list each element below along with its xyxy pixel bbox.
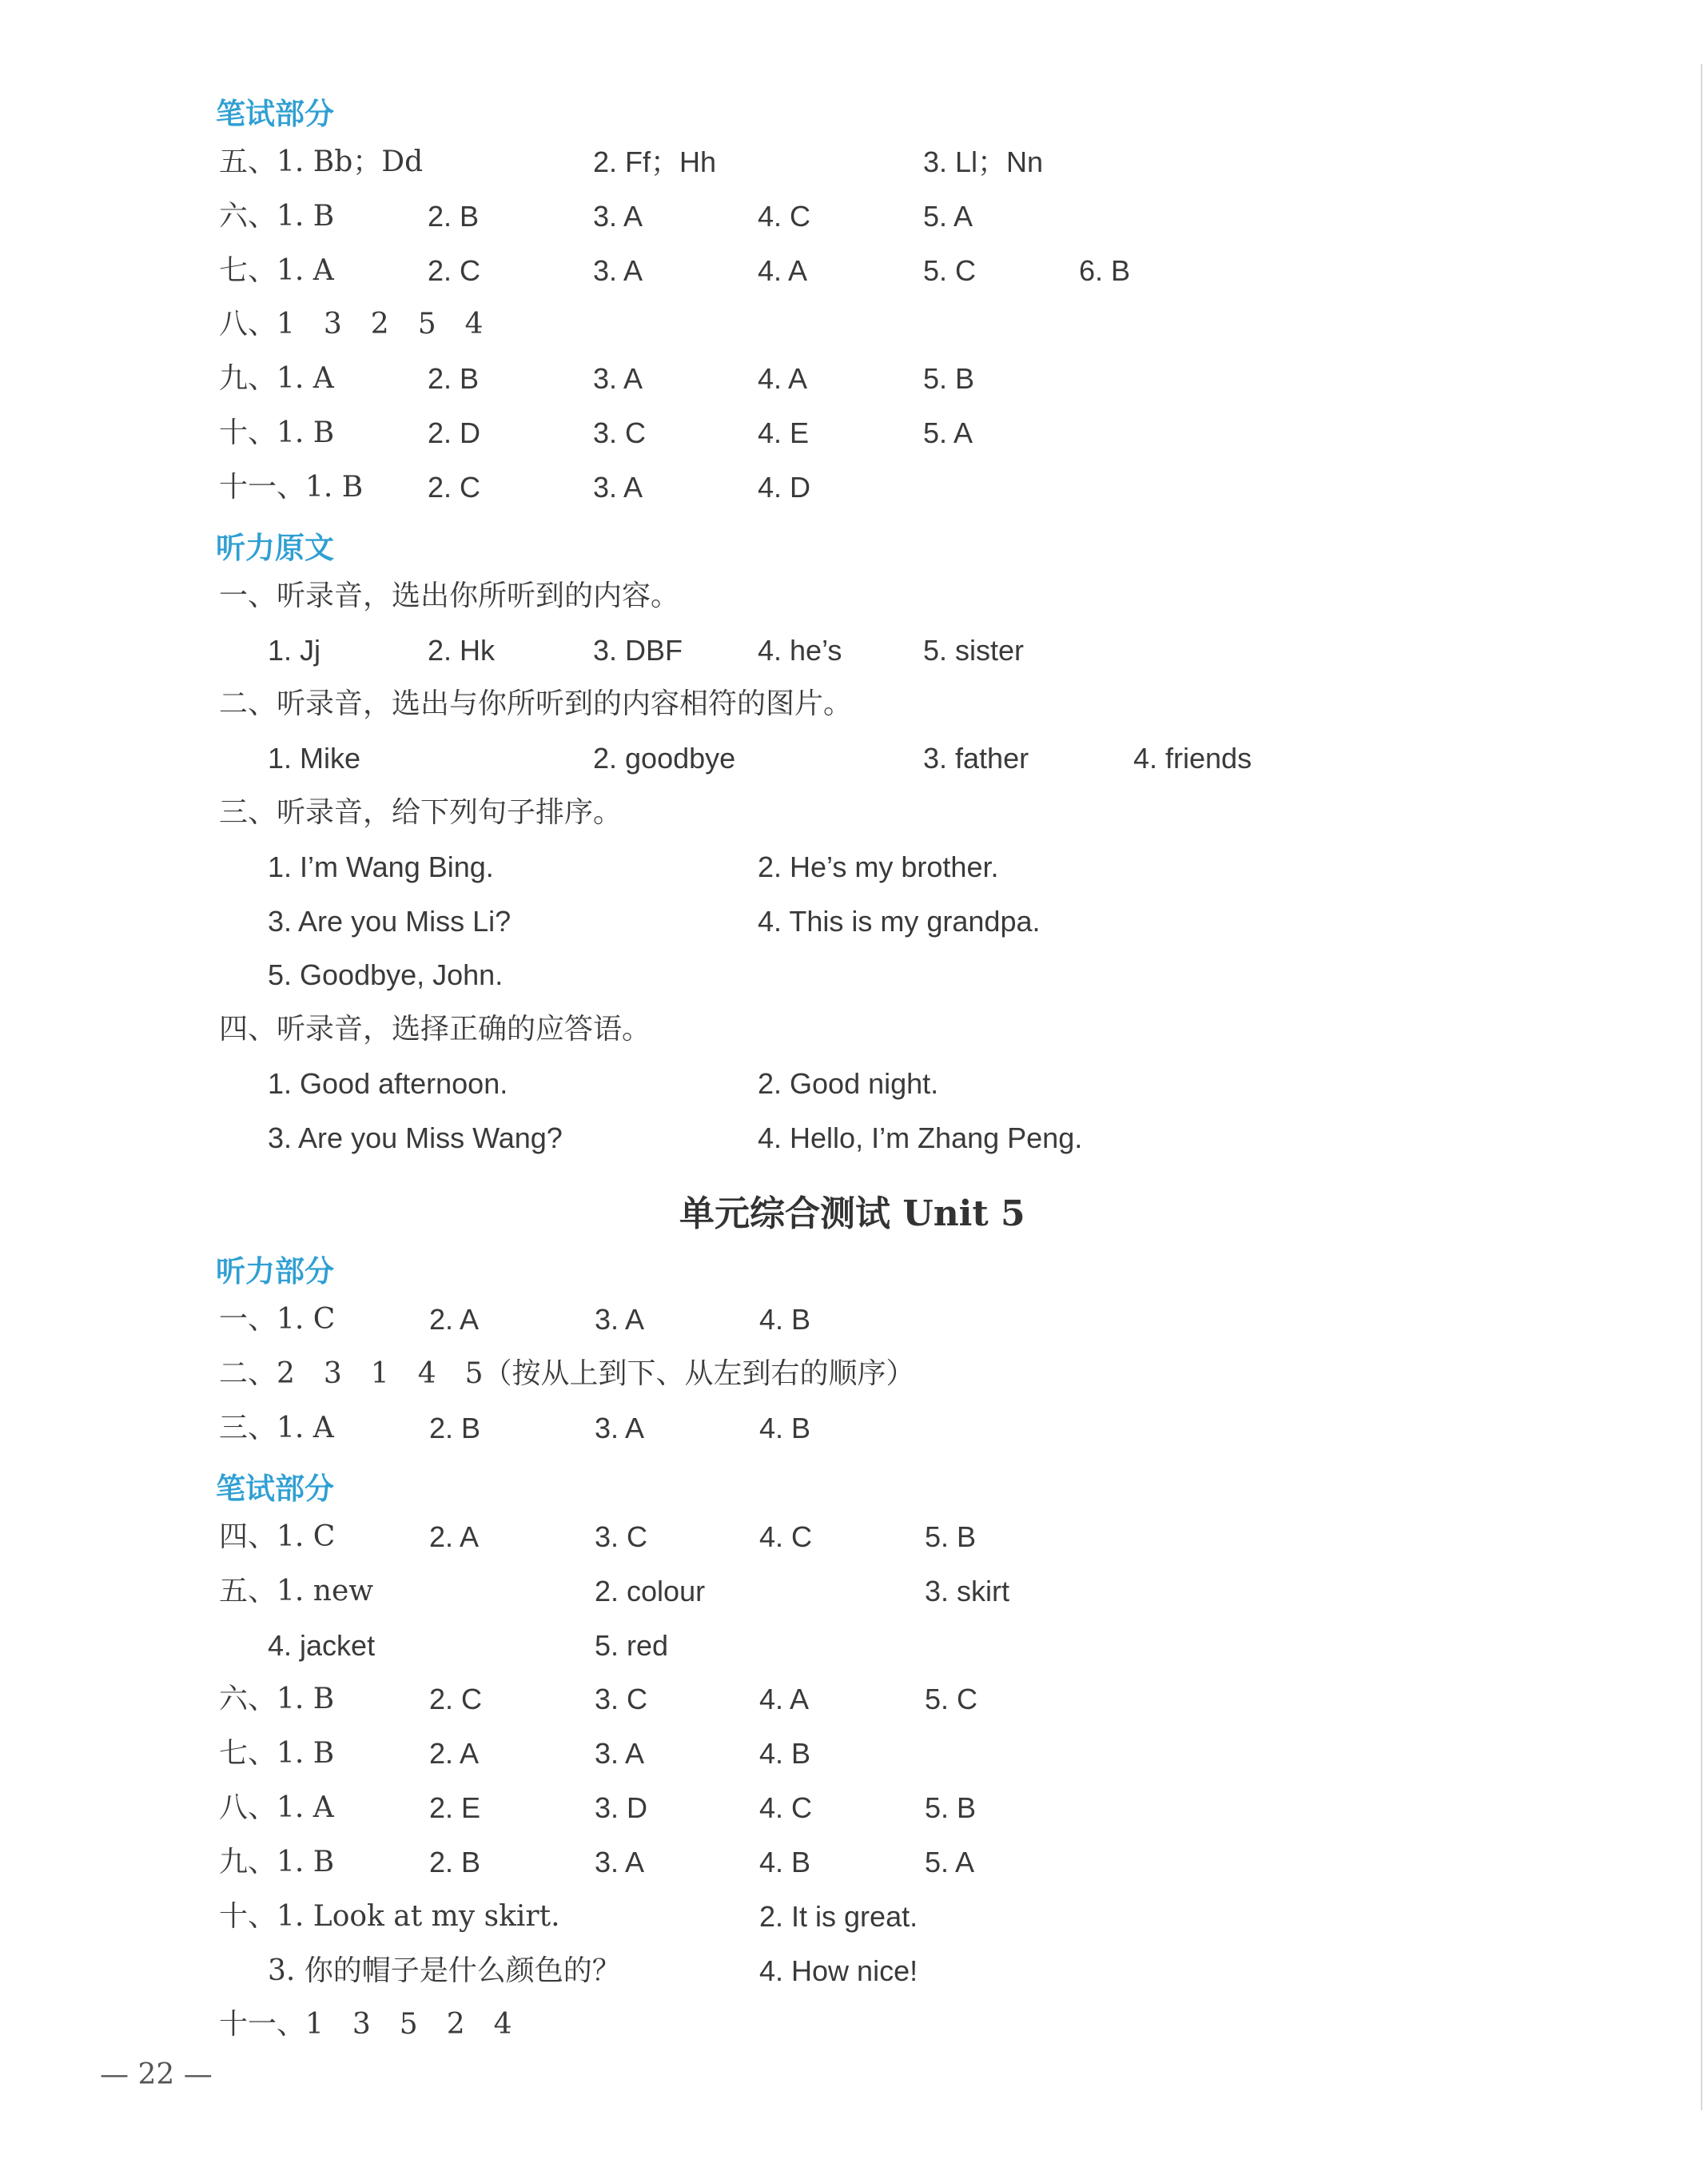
answer-cell: 2. Good night. (758, 1067, 939, 1100)
answer-row (0, 847, 1708, 887)
answer-cell: 1. Mike (268, 742, 361, 775)
answer-row-10 (0, 413, 1708, 453)
section-heading-written: 笔试部分 (216, 97, 334, 131)
answer-cell: 九、1. B (219, 1846, 335, 1878)
answer-cell: 十一、1. B (219, 471, 364, 504)
answer-cell: 4. B (759, 1303, 811, 1336)
answer-cell: 2. It is great. (759, 1900, 918, 1933)
answer-cell: 4. How nice! (759, 1954, 918, 1987)
answer-row (0, 739, 1708, 779)
question-prompt (0, 684, 1708, 724)
answer-cell: 2. C (428, 254, 481, 287)
answer-cell: 4. E (758, 416, 810, 449)
answer-cell: 5. C (925, 1683, 978, 1715)
answer-cell: 3. C (595, 1683, 648, 1715)
question-text: 三、听录音，给下列句子排序。 (219, 796, 623, 829)
answer-cell: 4. A (759, 1683, 810, 1715)
answer-cell: 4. A (758, 362, 808, 395)
answer-cell: 2. A (429, 1520, 480, 1553)
answer-cell: 3. Ll；Nn (923, 145, 1044, 178)
answer-cell: 2. Hk (428, 634, 496, 667)
question-text: 二、听录音，选出与你所听到的内容相符的图片。 (219, 687, 853, 720)
answer-cell: 一、1. C (219, 1303, 336, 1336)
answer-cell: 3. A (593, 254, 643, 287)
answer-cell: 5. B (923, 362, 975, 395)
answer-cell: 2. A (429, 1737, 480, 1770)
answer-cell: 2. E (429, 1791, 481, 1824)
answer-cell: 3. C (593, 416, 647, 449)
answer-cell: 3. A (595, 1412, 645, 1444)
answer-cell: 十、1. B (219, 416, 335, 449)
section-heading-listening-text: 听力原文 (216, 531, 334, 565)
answer-row (0, 1354, 1708, 1394)
answer-row (0, 1118, 1708, 1158)
answer-row (0, 1408, 1708, 1448)
answer-row (0, 1842, 1708, 1882)
answer-cell: 1. Good afternoon. (268, 1067, 508, 1100)
answer-cell: 2. B (428, 200, 480, 233)
answer-cell: 5. A (925, 1846, 975, 1878)
answer-cell: 5. Goodbye, John. (268, 958, 504, 991)
question-text: 一、听录音，选出你所听到的内容。 (219, 580, 680, 612)
answer-cell: 十、1. Look at my skirt. (219, 1900, 560, 1933)
answer-row (0, 1951, 1708, 1991)
answer-cell: 2. C (429, 1683, 483, 1715)
answer-cell: 1. I’m Wang Bing. (268, 850, 494, 883)
answer-cell: 3. A (595, 1846, 645, 1878)
answer-row (0, 902, 1708, 942)
answer-cell: 4. C (759, 1520, 813, 1553)
answer-row (0, 1300, 1708, 1340)
answer-row (0, 1517, 1708, 1557)
answer-row-5 (0, 142, 1708, 182)
answer-cell: 4. jacket (268, 1629, 376, 1662)
answer-cell: 1. Jj (268, 634, 321, 667)
answer-row-7 (0, 251, 1708, 291)
answer-cell: 五、1. Bb；Dd (219, 145, 424, 178)
answer-row (0, 1897, 1708, 1937)
answer-cell: 八、1 3 2 5 4 (219, 308, 484, 341)
answer-cell: 3. C (595, 1520, 648, 1553)
answer-cell: 3. Are you Miss Li? (268, 905, 512, 938)
answer-cell: 4. C (759, 1791, 813, 1824)
answer-cell: 2. goodbye (593, 742, 736, 775)
answer-cell: 4. Hello, I’m Zhang Peng. (758, 1121, 1083, 1154)
answer-cell: 六、1. B (219, 1683, 335, 1715)
answer-cell: 5. B (925, 1520, 977, 1553)
answer-cell: 5. B (925, 1791, 977, 1824)
answer-cell: 六、1. B (219, 200, 335, 233)
answer-row-9 (0, 359, 1708, 399)
answer-cell: 三、1. A (219, 1412, 334, 1444)
answer-cell: 4. B (759, 1412, 811, 1444)
answer-cell: 4. B (759, 1846, 811, 1878)
answer-cell: 5. sister (923, 634, 1025, 667)
section-heading-listening: 听力部分 (216, 1254, 334, 1289)
answer-cell: 3. A (593, 200, 643, 233)
answer-cell: 3. Are you Miss Wang? (268, 1121, 563, 1154)
answer-cell: 3. D (595, 1791, 648, 1824)
answer-cell: 十一、1 3 5 2 4 (219, 2008, 512, 2041)
answer-cell: 2. A (429, 1303, 480, 1336)
answer-cell: 2. D (428, 416, 481, 449)
answer-cell: 3. A (595, 1737, 645, 1770)
answer-row (0, 1064, 1708, 1104)
page-number: — 22 — (100, 2058, 213, 2091)
question-prompt (0, 1010, 1708, 1050)
answer-cell: 5. red (595, 1629, 669, 1662)
unit-title: 单元综合测试 Unit 5 (679, 1193, 1025, 1234)
answer-cell: 五、1. new (219, 1575, 374, 1607)
answer-cell: 4. B (759, 1737, 811, 1770)
question-prompt (0, 576, 1708, 616)
question-prompt (0, 793, 1708, 833)
answer-cell: 七、1. B (219, 1737, 335, 1770)
answer-cell: 5. A (923, 200, 973, 233)
answer-cell: 2. B (429, 1846, 481, 1878)
answer-cell: 3. father (923, 742, 1029, 775)
answer-cell: 2. B (429, 1412, 481, 1444)
answer-row (0, 1788, 1708, 1828)
answer-cell: 4. friends (1133, 742, 1252, 775)
answer-row (0, 1679, 1708, 1719)
answer-cell: 九、1. A (219, 362, 334, 395)
answer-cell: 3. DBF (593, 634, 683, 667)
answer-row (0, 1571, 1708, 1611)
answer-row (0, 631, 1708, 671)
answer-row (0, 1626, 1708, 1666)
answer-cell: 2. Ff；Hh (593, 145, 717, 178)
answer-cell: 4. C (758, 200, 811, 233)
answer-cell: 5. A (923, 416, 973, 449)
answer-cell: 3. A (593, 362, 643, 395)
answer-cell: 6. B (1079, 254, 1131, 287)
answer-cell: 4. D (758, 471, 811, 504)
answer-row-6 (0, 197, 1708, 237)
question-text: 四、听录音，选择正确的应答语。 (219, 1013, 651, 1046)
answer-row-11 (0, 468, 1708, 508)
answer-cell: 4. This is my grandpa. (758, 905, 1041, 938)
answer-cell: 3. A (595, 1303, 645, 1336)
answer-cell: 5. C (923, 254, 977, 287)
answer-cell: 4. A (758, 254, 808, 287)
answer-cell: 四、1. C (219, 1520, 336, 1553)
answer-cell: 2. C (428, 471, 481, 504)
section-heading-written: 笔试部分 (216, 1472, 334, 1506)
answer-cell: 4. he’s (758, 634, 842, 667)
answer-cell: 2. B (428, 362, 480, 395)
answer-row-8 (0, 305, 1708, 345)
answer-cell: 二、2 3 1 4 5（按从上到下、从左到右的顺序） (219, 1357, 915, 1390)
answer-row (0, 2005, 1708, 2045)
answer-row (0, 1734, 1708, 1774)
answer-cell: 2. He’s my brother. (758, 850, 999, 883)
answer-cell: 八、1. A (219, 1791, 334, 1824)
answer-row (0, 955, 1708, 995)
answer-cell: 3. 你的帽子是什么颜色的？ (268, 1954, 621, 1987)
answer-cell: 七、1. A (219, 254, 334, 287)
answer-cell: 3. A (593, 471, 643, 504)
answer-cell: 2. colour (595, 1575, 706, 1607)
answer-cell: 3. skirt (925, 1575, 1010, 1607)
